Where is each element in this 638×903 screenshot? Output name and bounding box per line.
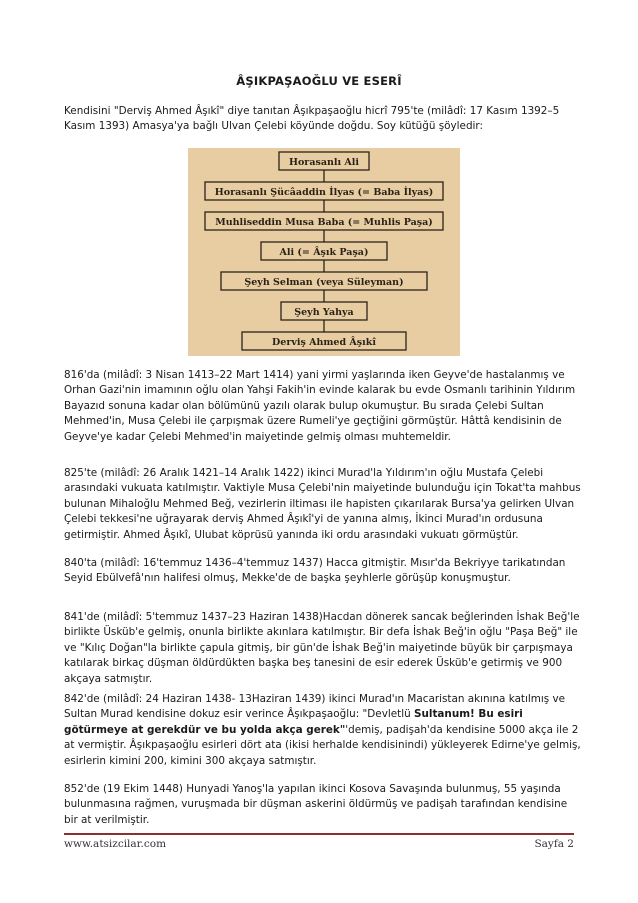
family-tree-diagram [188,148,460,356]
paragraph-840: 840'ta (milâdî: 16'temmuz 1436–4'temmuz 1437) Hacca gitmiştir. Mısır'da Bekriyye tarikatından Seyid Ebülvefâ'nın halifesi olmuş, Mekke'de de başka şeyhlerle görüşüp konuşmuştur. [64,557,566,585]
tree-box-label: Şeyh Yahya [294,307,354,318]
paragraph-842-end: 'demiş, padişah'da kendisine 5000 akça ile 2 at vermiştir. Âşıkpaşaoğlu esirleri dört ata (ikisi herhalde kendisinindi) yükleyerek Edirne'ye gelmiş, esirlerin kimini 200, kimini 300 akçaya satmıştır. [64,723,581,767]
family-tree-figure [188,148,460,356]
tree-box-label: Muhliseddin Musa Baba (= Muhlis Paşa) [215,217,433,228]
paragraph-852: 852'de (19 Ekim 1448) Hunyadi Yanoş'la yapılan ikinci Kosova Savaşında bulunmuş, 55 yaşında bulunmasına rağmen, vuruşmada bir düşman askerini öldürmüş ve padişah tarafından kendisine bir at verilmiştir. [64,783,568,826]
footer-rule [64,833,574,835]
tree-box-label: Horasanlı Ali [289,157,359,168]
paragraph-842-quote: Sultanum! Bu esiri götürmeye at gerekdür ve bu yolda akça gerek" [64,708,523,736]
tree-box-label: Horasanlı Şücâaddin İlyas (= Baba İlyas) [214,187,434,198]
paragraph-825: 825'te (milâdî: 26 Aralık 1421–14 Aralık 1422) ikinci Murad'la Yıldırım'ın oğlu Mustafa Çelebi arasındaki vukuata katılmıştır. Vaktiyle Musa Çelebi'nin maiyetinde bulunduğu için Tokat'ta mahbus bulunan Mihaloğlu Mehmed Beğ, vezirlerin iltiması ile hapisten çıkarılarak Bursa'ya gelirken Ulvan Çelebi tekkesi'ne uğrayarak derviş Ahmed Âşıkî'yi de yanına almış, İkinci Murad'ın ordusuna getirmiştir. Ahmed Âşıkî, Ulubat köprüsü yanında iki ordu arasındaki vukuatı görmüştür. [64,467,581,541]
footer-page-number: Sayfa 2 [534,838,574,850]
paragraph-842 [64,692,584,769]
tree-box-label: Şeyh Selman (veya Süleyman) [244,277,404,288]
intro-paragraph: Kendisini "Derviş Ahmed Âşıkî" diye tanıtan Âşıkpaşaoğlu hicrî 795'te (milâdî: 17 Kasım 1392–5 Kasım 1393) Amasya'ya bağlı Ulvan Çelebi köyünde doğdu. Soy kütüğü şöyledir: [64,105,560,133]
footer-website: www.atsizcilar.com [64,838,167,850]
paragraph-842-start: 842'de (milâdî: 24 Haziran 1438- 13Haziran 1439) ikinci Murad'ın Macaristan akınına katılmış ve Sultan Murad kendisine dokuz esir verince Âşıkpaşaoğlu: "Devletlü [64,693,566,721]
page-title: ÂŞIKPAŞAOĞLU VE ESERÎ [236,74,402,88]
tree-box-label: Derviş Ahmed Âşıkî [272,337,376,348]
tree-box-label: Ali (= Âşık Paşa) [279,247,369,258]
paragraph-816: 816'da (milâdî: 3 Nisan 1413–22 Mart 1414) yani yirmi yaşlarında iken Geyve'de hastalanmış ve Orhan Gazi'nin imamının oğlu olan Yahşi Fakih'in evinde kalarak bu evde Osmanlı tarihinin Yıldırım Bayazıd sonuna kadar olan bölümünü yazılı olarak bulup okumuştur. Bu sırada Çelebi Sultan Mehmed'in, Musa Çelebi ile çarpışmak üzere Rumeli'ye geçtiğini görmüştür. Hâttâ kendisinin de Geyve'ye kadar Çelebi Mehmed'in maiyetinde gelmiş olması muhtemeldir. [64,369,576,443]
paragraph-841: 841'de (milâdî: 5'temmuz 1437–23 Haziran 1438)Hacdan dönerek sancak beğlerinden İshak Beğ'le birlikte Üsküb'e gelmiş, onunla birlikte akınlara katılmıştır. Bir defa İshak Beğ'in oğlu "Paşa Beğ" ile ve "Kılıç Doğan"la birlikte çapula gitmiş, bir gün'de İshak Beğ'in maiyetinde büyük bir çarpışmaya katılarak birkaç düşman öldürdükten başka beş tanesini de esir ederek Üsküb'e getirmiş ve 900 akçaya satmıştır. [64,611,580,685]
